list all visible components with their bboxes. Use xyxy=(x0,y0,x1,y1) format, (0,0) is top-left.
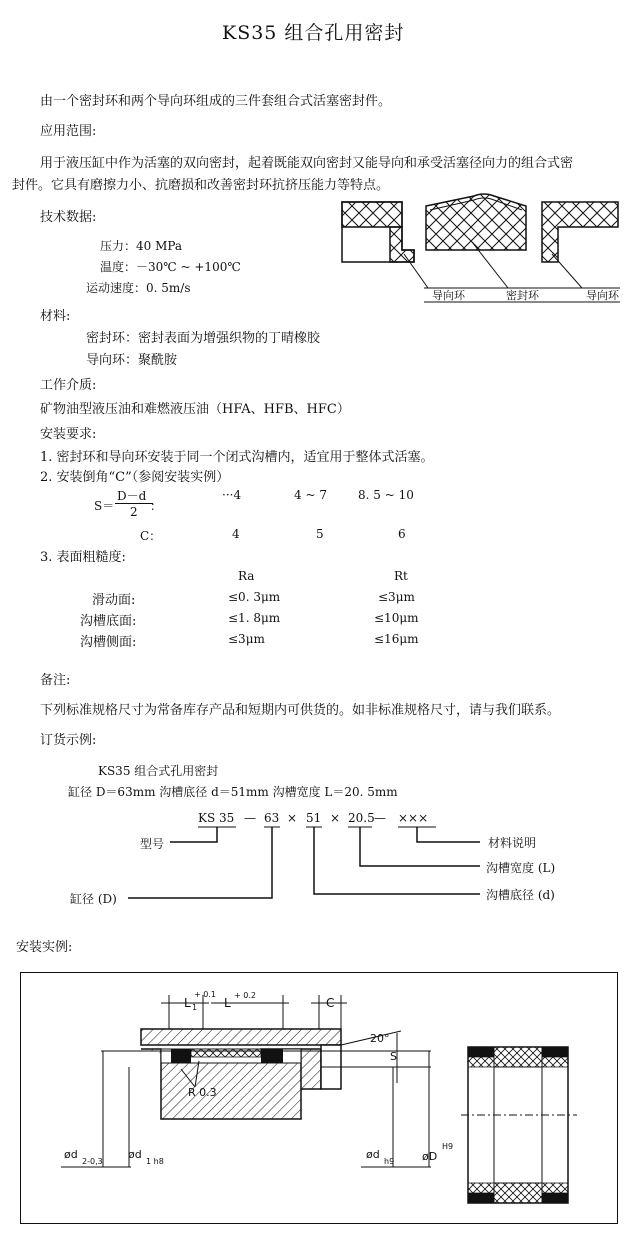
label-guide-ring-left: 导向环 xyxy=(432,289,465,302)
order-label-groove-dia: 沟槽底径 (d) xyxy=(486,888,555,902)
dim-d2: ød xyxy=(64,1148,78,1161)
dim-r: R 0.3 xyxy=(188,1086,217,1099)
label-seal-ring: 密封环 xyxy=(506,289,539,302)
dim-l1-sub: 1 xyxy=(192,1003,198,1012)
application-text-line2: 封件。它具有磨擦力小、抗磨损和改善密封环抗挤压能力等特点。 xyxy=(12,178,390,193)
s-value-2: 4 ~ 7 xyxy=(294,488,327,502)
roughness-row-ra: ≤0. 3μm xyxy=(228,590,281,604)
medium-text: 矿物油型液压油和难燃液压油（HFA、HFB、HFC） xyxy=(40,402,350,417)
order-code-leader-lines xyxy=(120,824,490,904)
application-heading: 应用范围: xyxy=(40,124,97,139)
formula-denominator: 2 xyxy=(130,505,138,519)
order-line1: KS35 组合式孔用密封 xyxy=(98,764,219,778)
roughness-row-ra: ≤3μm xyxy=(228,632,265,646)
code-times-1: × xyxy=(287,811,298,825)
code-bore: 63 xyxy=(264,811,280,825)
dim-bore-d-sup: H9 xyxy=(442,1142,454,1151)
tech-heading: 技术数据: xyxy=(40,210,97,225)
c-label: C： xyxy=(140,529,162,543)
s-value-1: ···4 xyxy=(222,488,242,502)
code-dash: — xyxy=(244,811,256,825)
roughness-row-rt: ≤16μm xyxy=(374,632,419,646)
code-groove-dia: 51 xyxy=(306,811,322,825)
application-text-line1: 用于液压缸中作为活塞的双向密封，起着既能双向密封又能导向和承受活塞径向力的组合式密 xyxy=(40,156,574,171)
install-heading: 安装要求: xyxy=(40,427,97,442)
roughness-col-ra: Ra xyxy=(238,569,255,583)
dim-c: C xyxy=(326,996,335,1010)
dim-d1-sub: 1 h8 xyxy=(146,1157,164,1166)
tech-temperature: 温度：－30℃ ~ +100℃ xyxy=(100,260,241,274)
materials-guide: 导向环：聚酰胺 xyxy=(86,353,178,368)
roughness-row-label: 沟槽底面: xyxy=(80,614,137,629)
formula-numerator: D－d xyxy=(117,489,147,503)
dim-l1: L xyxy=(184,996,191,1010)
roughness-row-label: 滑动面: xyxy=(92,593,136,608)
dim-d-sub: h9 xyxy=(384,1157,395,1166)
dim-d2-sub: 2-0,3 xyxy=(82,1157,103,1166)
code-dash: — xyxy=(374,811,386,825)
dim-l1-tol: + 0.1 xyxy=(194,990,216,999)
dim-bore-d: øD xyxy=(422,1150,438,1163)
roughness-row-rt: ≤3μm xyxy=(378,590,415,604)
roughness-row-rt: ≤10μm xyxy=(374,611,419,625)
page-title: KS35 组合孔用密封 xyxy=(222,22,405,44)
code-type: KS 35 xyxy=(198,811,235,825)
install-item1: 1. 密封环和导向环安装于同一个闭式沟槽内，适宜用于整体式活塞。 xyxy=(40,450,434,465)
order-label-material: 材料说明 xyxy=(488,836,537,850)
formula-s-suffix: ： xyxy=(150,499,163,513)
order-heading: 订货示例: xyxy=(40,733,97,748)
materials-heading: 材料: xyxy=(40,309,71,324)
formula-fraction-bar xyxy=(115,503,153,504)
install-example-drawing xyxy=(21,973,615,1221)
code-width: 20.5 xyxy=(348,811,375,825)
notes-text: 下列标准规格尺寸为常备库存产品和短期内可供货的。如非标准规格尺寸，请与我们联系。 xyxy=(40,703,561,718)
order-line2: 缸径 D＝63mm 沟槽底径 d＝51mm 沟槽宽度 L＝20. 5mm xyxy=(68,785,398,799)
s-value-3: 8. 5 ~ 10 xyxy=(358,488,414,502)
dim-l-tol: + 0.2 xyxy=(234,991,256,1000)
code-material: ××× xyxy=(398,811,429,825)
intro-text: 由一个密封环和两个导向环组成的三件套组合式活塞密封件。 xyxy=(40,94,392,109)
c-value-3: 6 xyxy=(398,527,406,541)
install-item3: 3. 表面粗糙度: xyxy=(40,550,126,565)
roughness-col-rt: Rt xyxy=(394,569,408,583)
roughness-row-ra: ≤1. 8μm xyxy=(228,611,281,625)
install-example-heading: 安装实例: xyxy=(16,940,73,955)
install-item2: 2. 安装倒角“C”（参阅安装实例） xyxy=(40,470,230,485)
tech-speed: 运动速度：0. 5m/s xyxy=(86,281,191,295)
roughness-row-label: 沟槽侧面: xyxy=(80,635,137,650)
dim-d: ød xyxy=(366,1148,380,1161)
c-value-1: 4 xyxy=(232,527,240,541)
medium-heading: 工作介质: xyxy=(40,378,97,393)
order-label-width: 沟槽宽度 (L) xyxy=(486,861,556,875)
order-label-type: 型号 xyxy=(140,837,165,851)
dim-s: S xyxy=(390,1050,397,1063)
c-value-2: 5 xyxy=(316,527,324,541)
formula-s-label: S＝ xyxy=(94,499,115,513)
dim-angle: 20° xyxy=(370,1032,390,1045)
order-label-bore: 缸径 (D) xyxy=(70,892,117,906)
materials-seal: 密封环：密封表面为增强织物的丁晴橡胶 xyxy=(86,331,321,346)
seal-section-figure xyxy=(338,192,623,304)
dim-l: L xyxy=(224,996,231,1010)
dim-d1: ød xyxy=(128,1148,142,1161)
tech-pressure: 压力：40 MPa xyxy=(100,239,183,253)
notes-heading: 备注: xyxy=(40,673,71,688)
code-times-2: × xyxy=(330,811,341,825)
label-guide-ring-right: 导向环 xyxy=(586,289,619,302)
